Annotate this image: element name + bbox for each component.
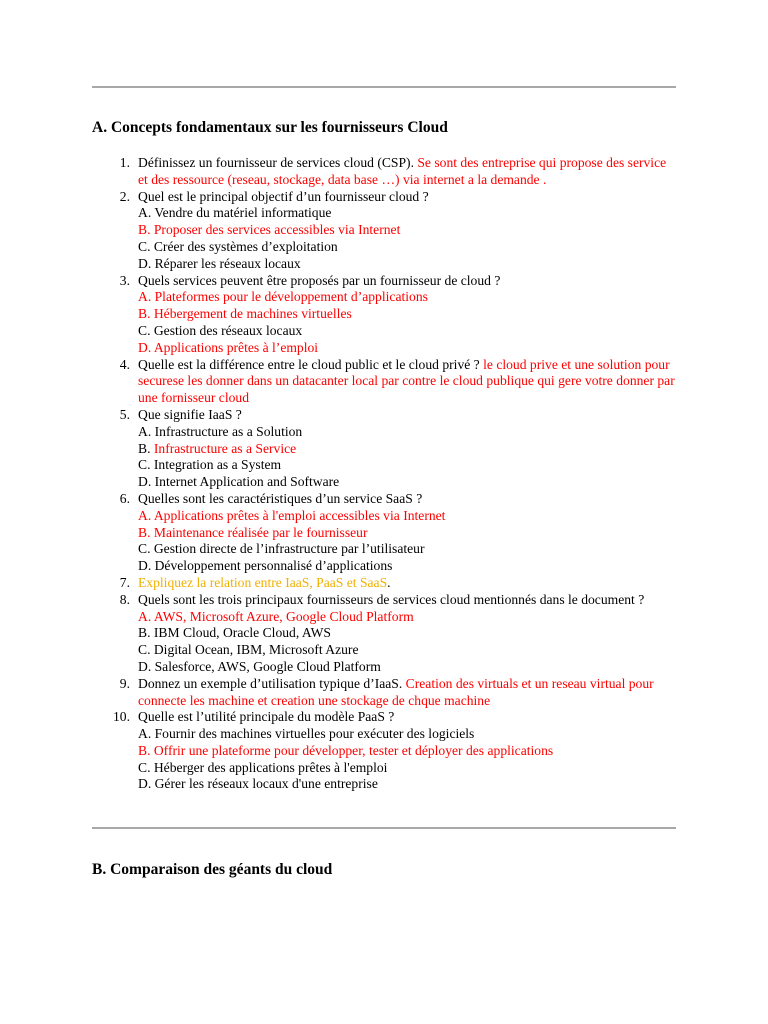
question-text: Quel est le principal objectif d’un fournisseur cloud ?: [138, 188, 429, 204]
answer-option: [138, 558, 676, 575]
question-item: [0, 357, 768, 407]
question-text: Quelles sont les caractéristiques d’un service SaaS ?: [138, 490, 423, 506]
answer-option: [138, 205, 676, 222]
option-text: D. Gérer les réseaux locaux d'une entreprise: [138, 776, 378, 792]
question-item: [0, 407, 768, 491]
selected-option-text: B. Hébergement de machines virtuelles: [138, 306, 352, 322]
answer-option: [138, 726, 676, 743]
question-item: [0, 273, 768, 357]
question-item: [0, 592, 768, 676]
option-text: D. Internet Application and Software: [138, 474, 340, 490]
question-item: [0, 575, 768, 592]
answer-text: Creation des virtuals et un reseau virtual pour connecte les machine et creation une stockage de chque machine: [138, 675, 654, 708]
answer-option: [138, 457, 676, 474]
option-text: B. IBM Cloud, Oracle Cloud, AWS: [138, 625, 331, 641]
option-text: C. Gestion directe de l’infrastructure par l’utilisateur: [138, 541, 425, 557]
highlighted-question-text: Expliquez la relation entre IaaS, PaaS et SaaS: [138, 574, 388, 590]
selected-option-text: A. Plateformes pour le développement d’applications: [138, 289, 428, 305]
selected-option-text: D. Applications prêtes à l’emploi: [138, 339, 319, 355]
question-list: [0, 155, 768, 793]
question-item: [0, 709, 768, 793]
answer-text: le cloud prive et une solution pour securese les donner dans un datacanter local par contre le cloud publique qui gere votre donner par une fornisseur cloud: [138, 356, 675, 406]
option-text: C. Gestion des réseaux locaux: [138, 322, 303, 338]
answer-option: [138, 323, 676, 340]
question-text: Quelle est la différence entre le cloud public et le cloud privé ?: [138, 356, 484, 372]
answer-option: [138, 760, 676, 777]
question-number: 4.: [119, 356, 130, 372]
selected-option-text: B. Proposer des services accessibles via Internet: [138, 222, 401, 238]
answer-option: [138, 289, 676, 306]
answer-option: [138, 743, 676, 760]
answer-option: [138, 239, 676, 256]
option-text: C. Digital Ocean, IBM, Microsoft Azure: [138, 642, 359, 658]
question-item: [0, 676, 768, 710]
selected-option-text: A. Applications prêtes à l'emploi accessibles via Internet: [138, 507, 446, 523]
answer-option: [138, 642, 676, 659]
question-number: 2.: [119, 188, 130, 204]
answer-option: [138, 441, 676, 458]
question-text: Définissez un fournisseur de services cloud (CSP).: [138, 155, 418, 170]
option-prefix: B.: [138, 440, 154, 456]
section-b-title: B. Comparaison des géants du cloud: [92, 861, 333, 878]
question-number: 5.: [119, 406, 130, 422]
selected-option-text: B. Maintenance réalisée par le fournisseur: [138, 524, 368, 540]
selected-option-text: B. Offrir une plateforme pour développer, tester et déployer des applications: [138, 742, 554, 758]
option-text: C. Integration as a System: [138, 457, 282, 473]
option-text: C. Héberger des applications prêtes à l'emploi: [138, 759, 388, 775]
question-item: [0, 491, 768, 575]
question-text: Que signifie IaaS ?: [138, 406, 242, 422]
answer-option: [138, 306, 676, 323]
option-text: A. Vendre du matériel informatique: [138, 205, 332, 221]
selected-option-text: Infrastructure as a Service: [153, 440, 297, 456]
question-number: 1.: [119, 155, 130, 170]
answer-text: Se sont des entreprise qui propose des service et des ressource (reseau, stockage, data base …) via internet a la demande .: [138, 155, 667, 187]
answer-option: [138, 525, 676, 542]
question-number: 10.: [113, 709, 130, 725]
option-text: A. Fournir des machines virtuelles pour exécuter des logiciels: [138, 726, 475, 742]
question-item: [0, 155, 768, 189]
horizontal-rule-bottom: [92, 827, 676, 829]
question-number: 9.: [119, 675, 130, 691]
question-number: 8.: [119, 591, 130, 607]
question-text: Donnez un exemple d’utilisation typique d’IaaS.: [138, 675, 406, 691]
section-a-title: A. Concepts fondamentaux sur les fournisseurs Cloud: [92, 119, 448, 136]
option-text: D. Salesforce, AWS, Google Cloud Platform: [138, 658, 381, 674]
question-text: Quelle est l’utilité principale du modèle PaaS ?: [138, 709, 395, 725]
answer-option: [138, 222, 676, 239]
question-suffix: .: [387, 574, 391, 590]
answer-option: [138, 474, 676, 491]
question-number: 7.: [119, 574, 130, 590]
question-number: 6.: [119, 490, 130, 506]
answer-option: [138, 659, 676, 676]
question-text: Quels services peuvent être proposés par un fournisseur de cloud ?: [138, 272, 501, 288]
option-text: C. Créer des systèmes d’exploitation: [138, 238, 338, 254]
question-text: Quels sont les trois principaux fournisseurs de services cloud mentionnés dans le document ?: [138, 591, 645, 607]
horizontal-rule-top: [92, 86, 676, 88]
answer-option: [138, 508, 676, 525]
option-text: A. Infrastructure as a Solution: [138, 423, 303, 439]
answer-option: [138, 256, 676, 273]
question-item: [0, 189, 768, 273]
option-text: D. Réparer les réseaux locaux: [138, 255, 301, 271]
selected-option-text: A. AWS, Microsoft Azure, Google Cloud Platform: [138, 608, 414, 624]
answer-option: [138, 776, 676, 793]
answer-option: [138, 625, 676, 642]
answer-option: [138, 340, 676, 357]
answer-option: [138, 424, 676, 441]
question-number: 3.: [119, 272, 130, 288]
option-text: D. Développement personnalisé d’applications: [138, 558, 393, 574]
answer-option: [138, 609, 676, 626]
answer-option: [138, 541, 676, 558]
